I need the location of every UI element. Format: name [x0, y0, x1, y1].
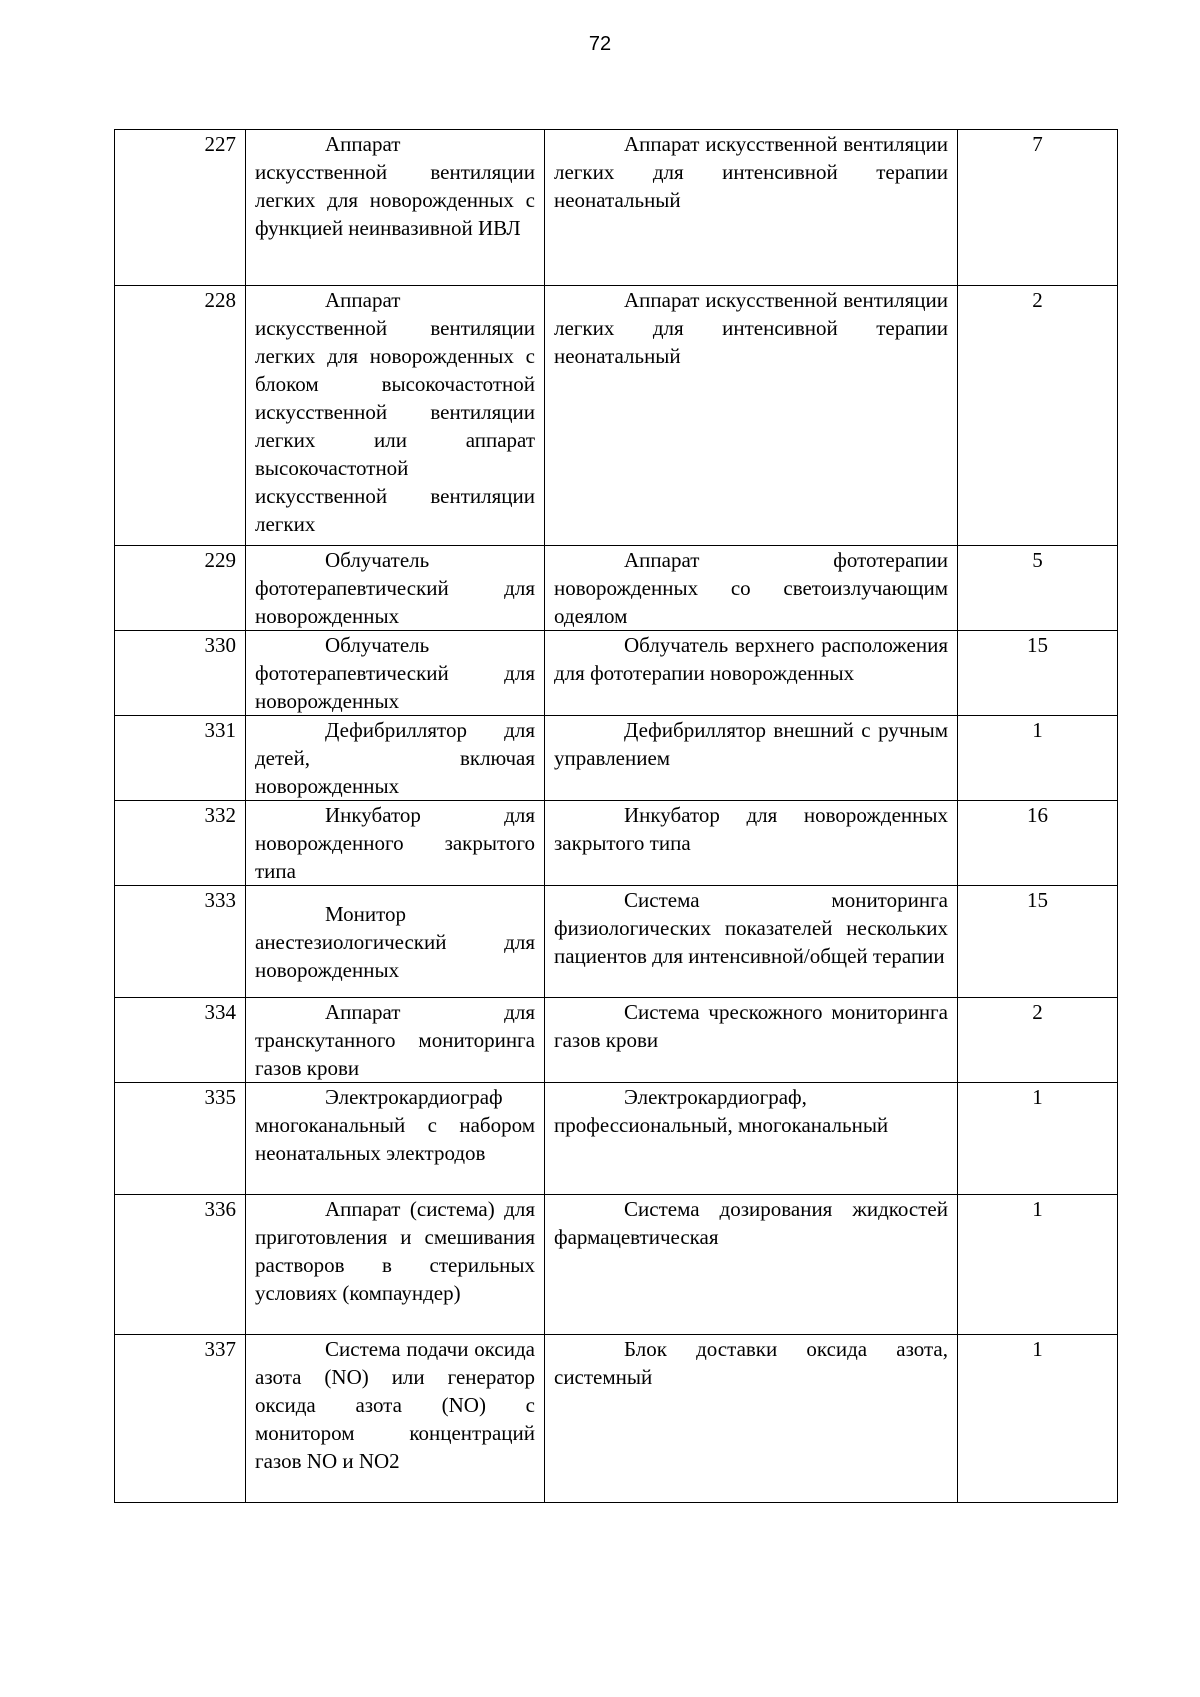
row-number: 336 [115, 1195, 246, 1335]
equipment-quantity: 5 [958, 546, 1118, 631]
equipment-name: Облучатель фототерапевтический для новорожденных [255, 548, 535, 628]
table-row [115, 1195, 1118, 1335]
equipment-quantity: 15 [958, 631, 1118, 716]
table-row [115, 998, 1118, 1083]
equipment-type: Инкубатор для новорожденных закрытого типа [554, 803, 948, 855]
equipment-type: Система мониторинга физиологических показателей нескольких пациентов для интенсивной/общей терапии [554, 888, 948, 968]
row-number: 228 [115, 286, 246, 546]
equipment-type: Дефибриллятор внешний с ручным управлением [554, 718, 948, 770]
equipment-quantity: 1 [958, 1083, 1118, 1195]
table-row [115, 130, 1118, 286]
table-row [115, 286, 1118, 546]
equipment-table [114, 129, 1118, 1503]
table-row [115, 1335, 1118, 1503]
row-number: 334 [115, 998, 246, 1083]
equipment-quantity: 1 [958, 1195, 1118, 1335]
equipment-type: Аппарат искусственной вентиляции легких для интенсивной терапии неонатальный [554, 288, 948, 368]
table-row [115, 631, 1118, 716]
equipment-name: Электрокардиограф многоканальный с набором неонатальных электродов [255, 1085, 535, 1165]
row-number: 229 [115, 546, 246, 631]
row-number: 331 [115, 716, 246, 801]
equipment-type: Облучатель верхнего расположения для фототерапии новорожденных [554, 633, 948, 685]
equipment-quantity: 2 [958, 286, 1118, 546]
table-row [115, 546, 1118, 631]
row-number: 335 [115, 1083, 246, 1195]
row-number: 330 [115, 631, 246, 716]
equipment-name: Аппарат искусственной вентиляции легких для новорожденных с функцией неинвазивной ИВЛ [255, 132, 535, 240]
equipment-quantity: 16 [958, 801, 1118, 886]
equipment-type: Блок доставки оксида азота, системный [554, 1337, 948, 1389]
table-row [115, 886, 1118, 998]
equipment-quantity: 7 [958, 130, 1118, 286]
table-row [115, 801, 1118, 886]
equipment-quantity: 1 [958, 716, 1118, 801]
equipment-name: Система подачи оксида азота (NO) или генератор оксида азота (NO) с монитором концентраций газов NO и NO2 [255, 1337, 535, 1473]
row-number: 227 [115, 130, 246, 286]
equipment-quantity: 1 [958, 1335, 1118, 1503]
equipment-type: Электрокардиограф, профессиональный, многоканальный [554, 1085, 889, 1137]
equipment-name: Облучатель фототерапевтический для новорожденных [255, 633, 535, 713]
page-number: 72 [588, 33, 612, 55]
equipment-type: Аппарат искусственной вентиляции легких для интенсивной терапии неонатальный [554, 132, 948, 212]
row-number: 333 [115, 886, 246, 998]
table-row [115, 716, 1118, 801]
equipment-type: Система чрескожного мониторинга газов крови [554, 1000, 948, 1052]
equipment-name: Дефибриллятор для детей, включая новорожденных [255, 718, 535, 798]
row-number: 337 [115, 1335, 246, 1503]
table-row [115, 1083, 1118, 1195]
equipment-name: Аппарат искусственной вентиляции легких для новорожденных с блоком высокочастотной искусственной вентиляции легких или аппарат высокочастотной искусственной вентиляции легких [255, 288, 535, 536]
equipment-name: Аппарат (система) для приготовления и смешивания растворов в стерильных условиях (компаундер) [255, 1197, 535, 1305]
equipment-name: Монитор анестезиологический для новорожденных [255, 901, 535, 982]
equipment-type: Система дозирования жидкостей фармацевтическая [554, 1197, 948, 1249]
equipment-type: Аппарат фототерапии новорожденных со светоизлучающим одеялом [554, 548, 948, 628]
equipment-quantity: 2 [958, 998, 1118, 1083]
row-number: 332 [115, 801, 246, 886]
equipment-quantity: 15 [958, 886, 1118, 998]
equipment-name: Аппарат для транскутанного мониторинга газов крови [255, 1000, 535, 1080]
equipment-name: Инкубатор для новорожденного закрытого типа [255, 803, 535, 883]
